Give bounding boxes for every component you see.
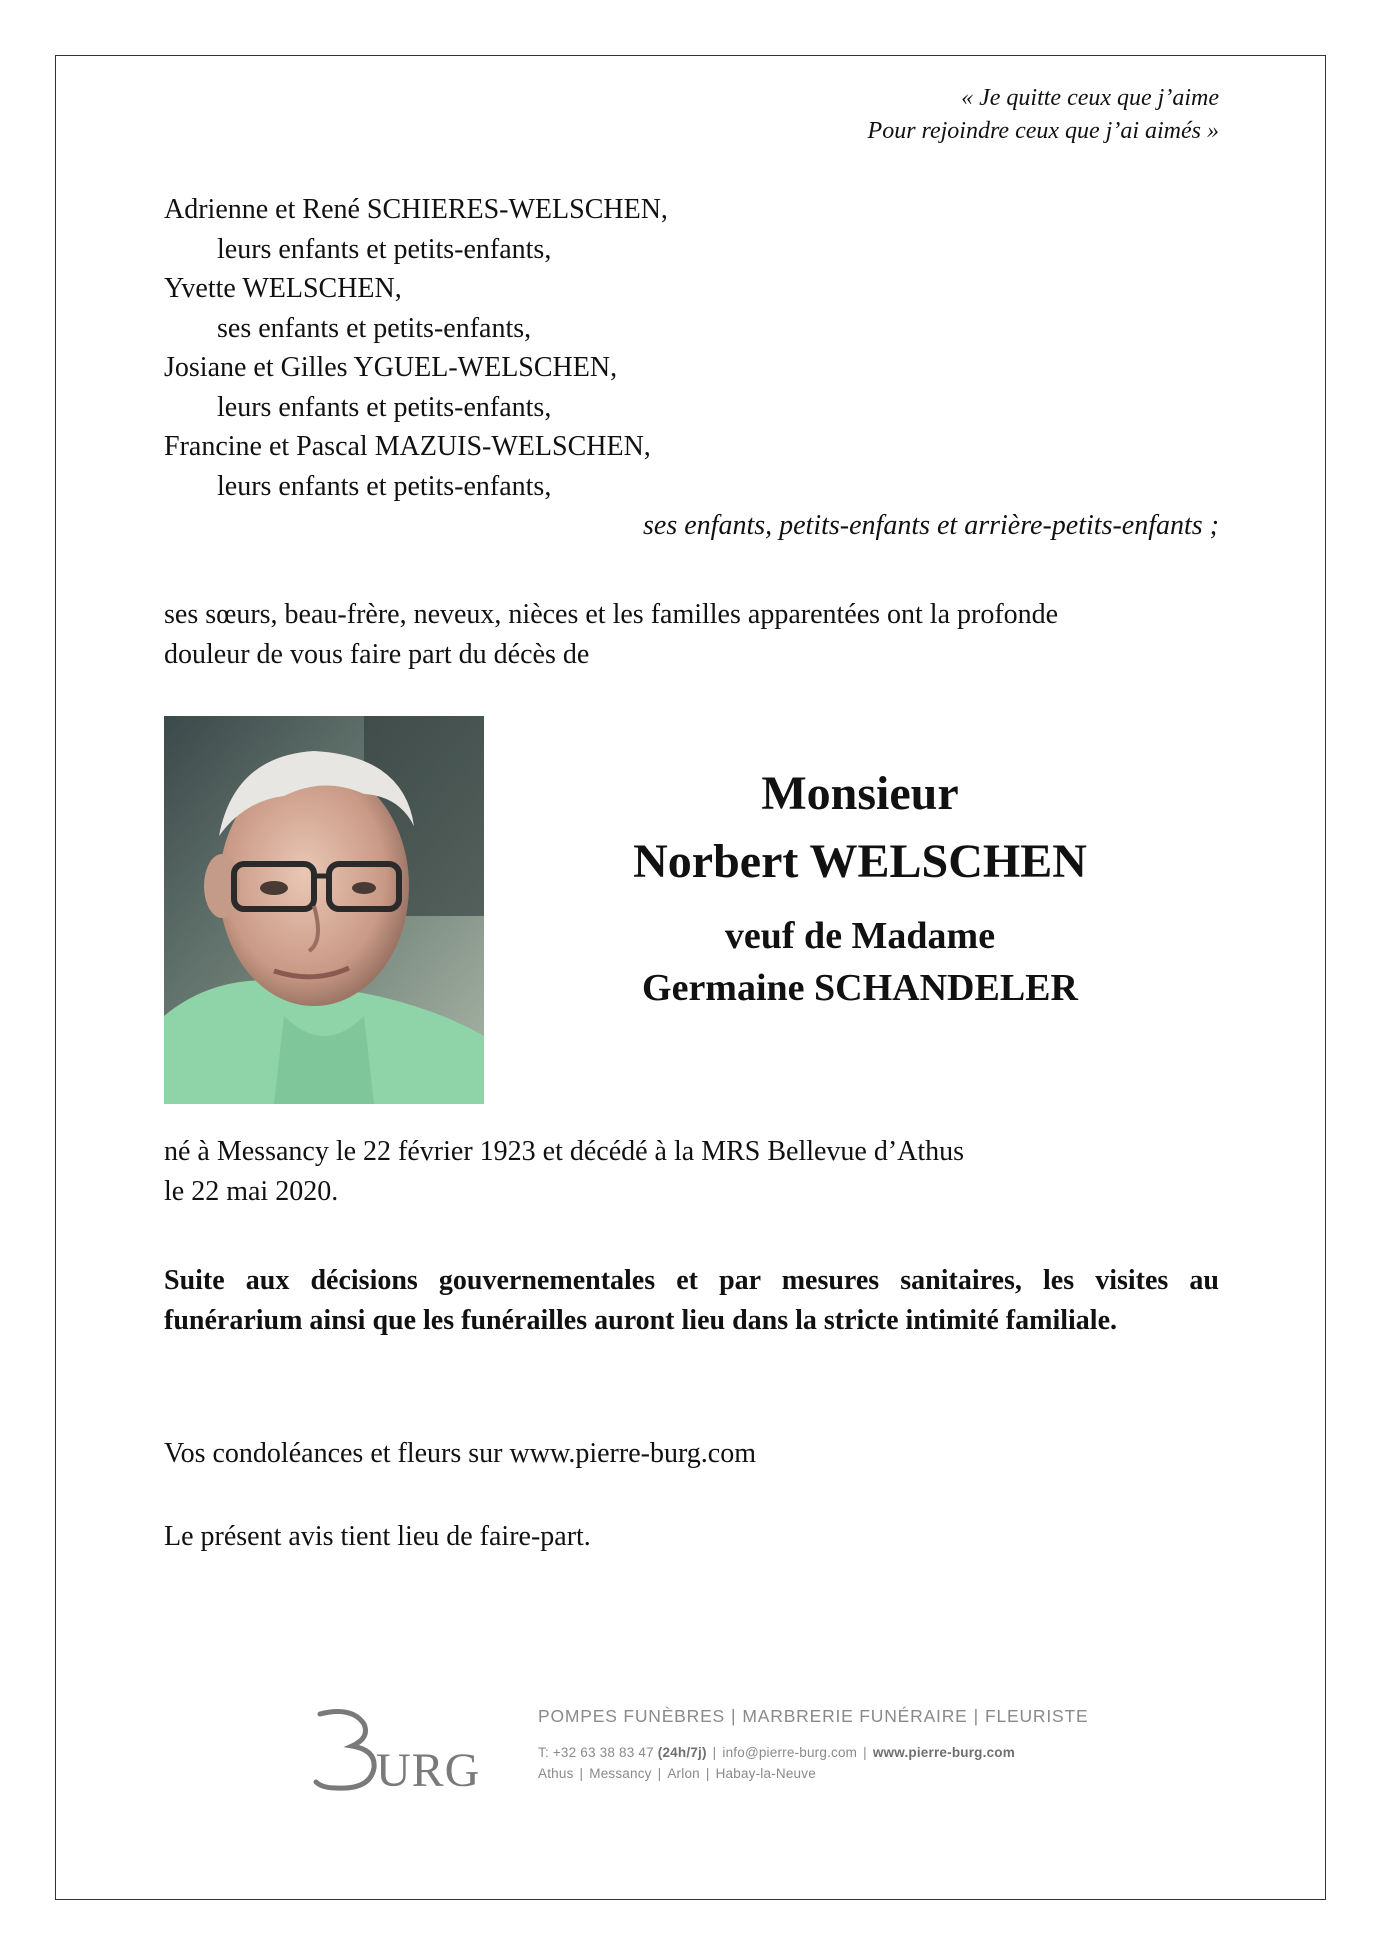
quote-line-1: « Je quitte ceux que j’aime — [961, 85, 1219, 111]
epigraph-quote — [868, 82, 1219, 148]
separator: | — [973, 1706, 979, 1726]
separator: | — [863, 1745, 867, 1760]
family-line: Yvette WELSCHEN, — [164, 273, 402, 304]
announcement-intro — [164, 595, 1219, 675]
town: Athus — [538, 1766, 574, 1781]
contact-line — [538, 1745, 1088, 1760]
family-line: Josiane et Gilles YGUEL-WELSCHEN, — [164, 352, 618, 383]
separator: | — [579, 1766, 584, 1781]
phone-hours: (24h/7j) — [657, 1745, 707, 1760]
sanitary-notice: Suite aux décisions gouvernementales et par mesures sanitaires, les visites au funérarium ainsi que les funérailles auront lieu dans la stricte intimité familiale. — [164, 1265, 1219, 1336]
deceased-name: Norbert WELSCHEN — [633, 835, 1087, 888]
portrait-illustration — [164, 716, 484, 1104]
intro-line-2: douleur de vous faire part du décès de — [164, 639, 590, 670]
portrait-photo — [164, 716, 484, 1104]
family-line: leurs enfants et petits-enfants, — [217, 470, 552, 502]
birth-line-2: le 22 mai 2020. — [164, 1176, 339, 1207]
family-list — [164, 190, 1219, 546]
separator: | — [657, 1766, 662, 1781]
company-footer — [538, 1706, 1088, 1781]
widow-of-label: veuf de Madame — [724, 915, 996, 957]
town: Messancy — [589, 1766, 652, 1781]
website-link[interactable]: www.pierre-burg.com — [872, 1745, 1015, 1760]
deceased-title: Monsieur — [761, 767, 959, 820]
birth-line-1: né à Messancy le 22 février 1923 et décédé à la MRS Bellevue d’Athus — [164, 1136, 965, 1167]
deceased-block — [540, 760, 1180, 1014]
family-closing: ses enfants, petits-enfants et arrière-petits-enfants ; — [643, 510, 1219, 541]
town: Habay-la-Neuve — [715, 1766, 816, 1781]
phone-number: T: +32 63 38 83 47 — [538, 1745, 654, 1760]
service-funeral: POMPES FUNÈBRES — [538, 1706, 726, 1726]
quote-line-2: Pour rejoindre ceux que j’ai aimés » — [867, 118, 1219, 144]
spouse-name: Germaine SCHANDELER — [642, 967, 1078, 1009]
family-line: leurs enfants et petits-enfants, — [217, 391, 552, 423]
svg-text:URG: URG — [376, 1744, 481, 1794]
family-line: Francine et Pascal MAZUIS-WELSCHEN, — [164, 431, 651, 462]
service-florist: FLEURISTE — [985, 1706, 1089, 1726]
family-line: ses enfants et petits-enfants, — [217, 312, 532, 344]
email-link[interactable]: info@pierre-burg.com — [722, 1745, 858, 1760]
family-line: leurs enfants et petits-enfants, — [217, 233, 552, 265]
service-masonry: MARBRERIE FUNÉRAIRE — [742, 1706, 968, 1726]
separator: | — [712, 1745, 717, 1760]
family-line: Adrienne et René SCHIERES-WELSCHEN, — [164, 194, 668, 225]
town: Arlon — [667, 1766, 700, 1781]
burg-logo — [312, 1702, 492, 1794]
condolences-line: Vos condoléances et fleurs sur www.pierre-burg.com — [164, 1438, 756, 1469]
birth-death-details — [164, 1132, 1219, 1212]
separator: | — [705, 1766, 710, 1781]
separator: | — [731, 1706, 737, 1726]
notice-statement: Le présent avis tient lieu de faire-part. — [164, 1521, 591, 1552]
burg-logo-mark — [312, 1702, 492, 1794]
towns-list — [538, 1766, 1088, 1781]
intro-line-1: ses sœurs, beau-frère, neveux, nièces et les familles apparentées ont la profonde — [164, 599, 1059, 630]
services-list — [538, 1706, 1088, 1727]
